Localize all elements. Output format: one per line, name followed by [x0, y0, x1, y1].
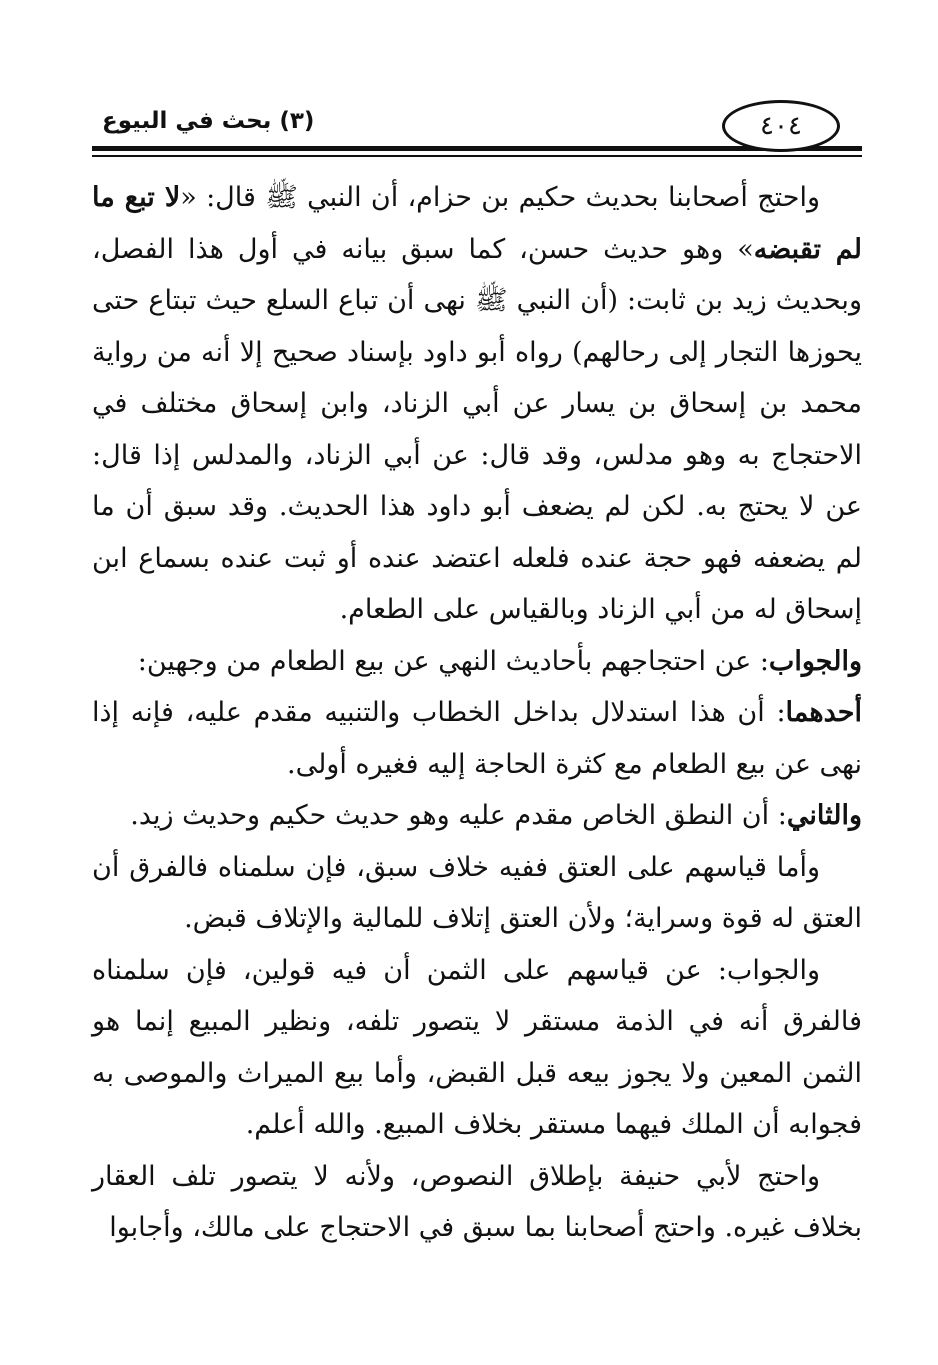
- header-rule-thin: [92, 155, 862, 157]
- term-answer: والجواب: [768, 645, 862, 677]
- text-segment: واحتج لأبي حنيفة بإطلاق النصوص، ولأنه لا يتصور تلف العقار بخلاف غيره. واحتج أصحابنا بما سبق في الاحتجاج على مالك، وأجابوا: [92, 1160, 862, 1243]
- text-segment: وأما قياسهم على العتق ففيه خلاف سبق، فإن سلمناه فالفرق أن العتق له قوة وسراية؛ ولأن العتق إتلاف للمالية والإتلاف قبض.: [92, 851, 862, 934]
- hadith-quote: لا تبع ما لم تقبضه: [92, 182, 862, 265]
- text-segment: » وهو حديث حسن، كما سبق بيانه في أول هذا الفصل، وبحديث زيد بن ثابت: (أن النبي ﷺ نهى أن تباع السلع حيث تبتاع حتى يحوزها التجار إلى رحالهم) رواه أبو داود بإسناد صحيح إلا أنه من رواية محمد بن إسحاق بن يسار عن أبي الزناد، وابن إسحاق مختلف في الاحتجاج به وهو مدلس، وقد قال: عن أبي الزناد، والمدلس إذا قال: عن لا يحتج به. لكن لم يضعف أبو داود هذا الحديث. وقد سبق أن ما لم يضعفه فهو حجة عنده فلعله اعتضد عنده أو ثبت عنده بسماع ابن إسحاق له من أبي الزناد وبالقياس على الطعام.: [92, 233, 862, 625]
- text-segment: : أن النطق الخاص مقدم عليه وهو حديث حكيم وحديث زيد.: [130, 800, 787, 831]
- text-segment: واحتج أصحابنا بحديث حكيم بن حزام، أن النبي ﷺ قال: «: [180, 182, 820, 213]
- term-first: أحدهما: [785, 697, 862, 728]
- page-number: ٤٠٤: [760, 111, 802, 141]
- paragraph-2: [92, 636, 862, 688]
- text-segment: والجواب: عن قياسهم على الثمن أن فيه قولين، فإن سلمناه فالفرق أنه في الذمة مستقر لا يتصور تلفه، ونظير المبيع إنما هو الثمن المعين ولا يجوز بيعه قبل القبض، وأما بيع الميراث والموصى به فجوابه أن الملك فيهما مستقر بخلاف المبيع. والله أعلم.: [92, 954, 862, 1140]
- paragraph-7: [92, 1151, 862, 1254]
- paragraph-3: [92, 687, 862, 790]
- page-header: [92, 100, 862, 162]
- page-number-oval: [722, 100, 840, 152]
- paragraph-6: [92, 945, 862, 1151]
- text-segment: : أن هذا استدلال بداخل الخطاب والتنبيه مقدم عليه، فإنه إذا نهى عن بيع الطعام مع كثرة الحاجة إليه فغيره أولى.: [92, 697, 862, 780]
- running-title: (٣) بحث في البيوع: [102, 108, 315, 134]
- paragraph-5: [92, 842, 862, 945]
- paragraph-1: [92, 172, 862, 636]
- term-second: والثاني: [786, 800, 862, 831]
- paragraph-4: [92, 790, 862, 842]
- body-text: [92, 172, 862, 1254]
- text-segment: : عن احتجاجهم بأحاديث النهي عن بيع الطعام من وجهين:: [137, 645, 769, 677]
